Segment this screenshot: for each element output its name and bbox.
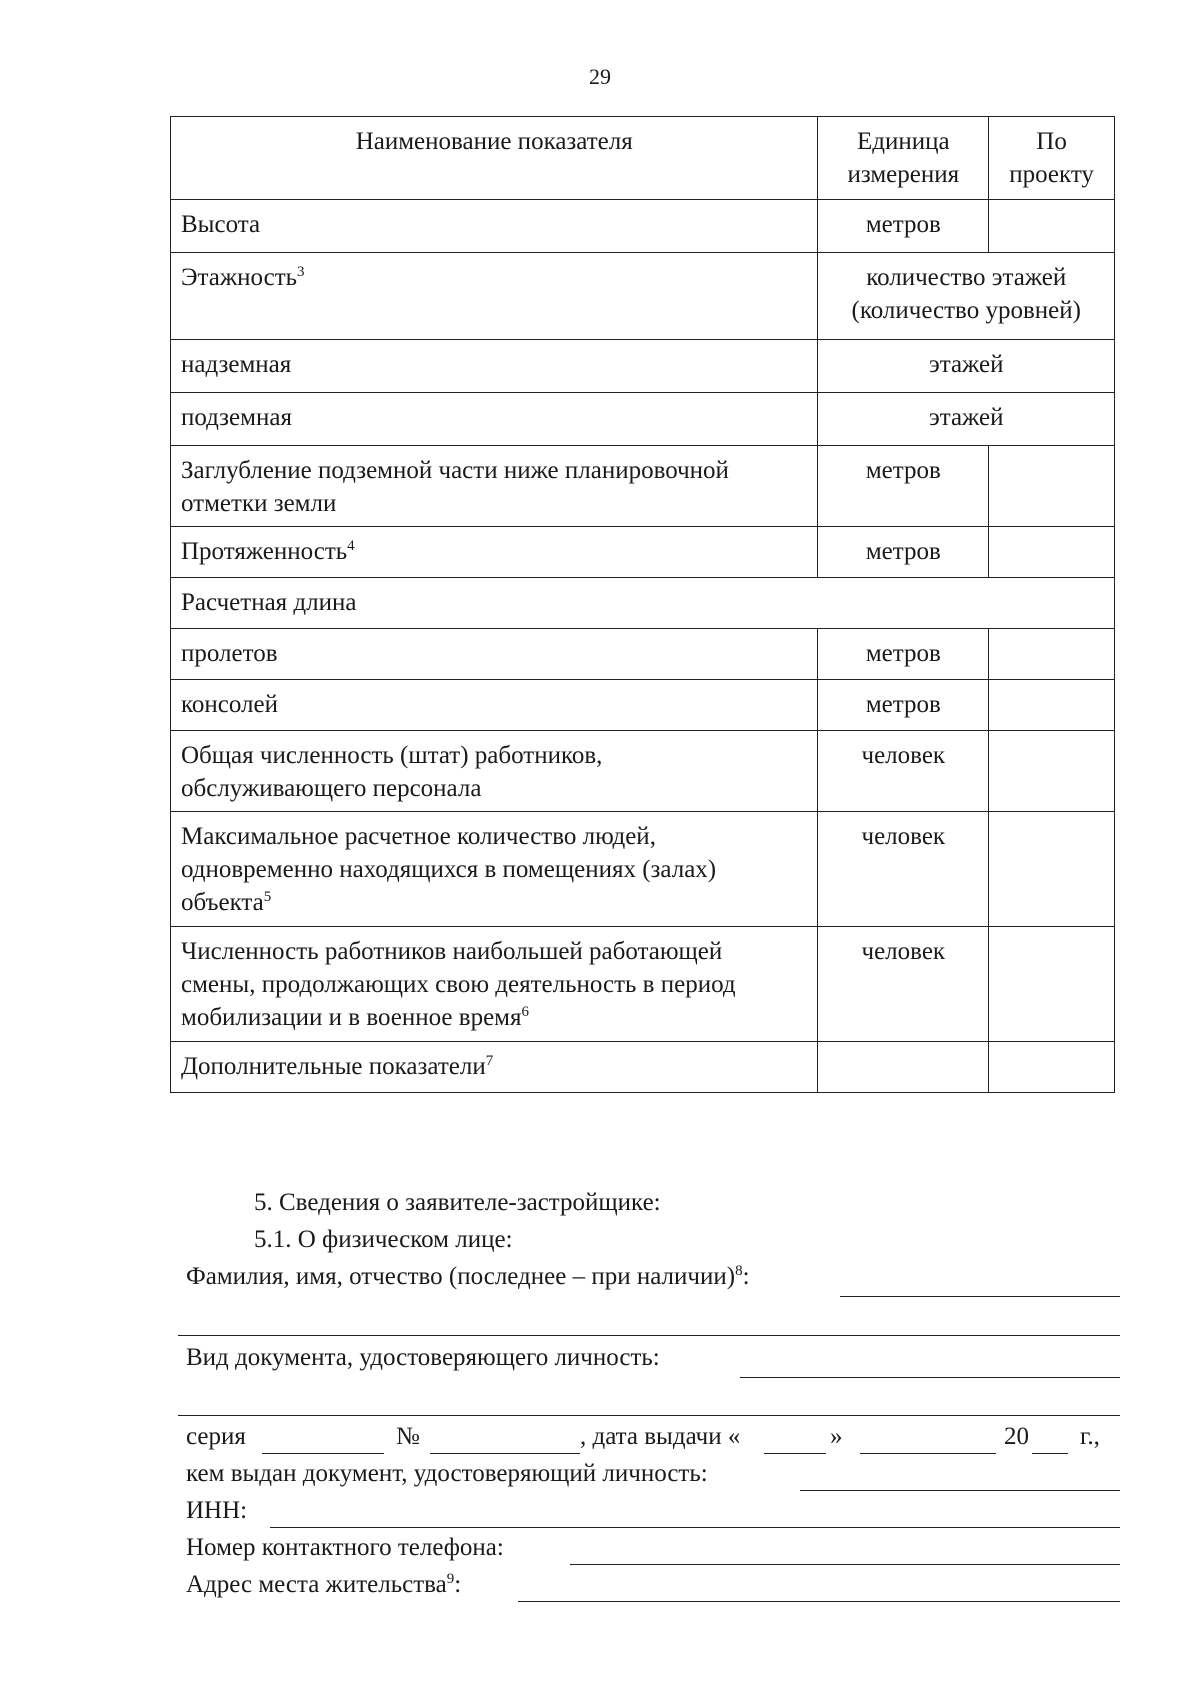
footnote-ref: 4 [347, 538, 355, 554]
page-number: 29 [589, 64, 611, 89]
issued-by-label: кем выдан документ, удостоверяющий личность: [186, 1460, 708, 1487]
id-document-label: Вид документа, удостоверяющего личность: [186, 1344, 660, 1371]
row-unit: количество этажей (количество уровней) [818, 253, 1115, 340]
series-field[interactable] [262, 1453, 384, 1454]
id-document-field[interactable] [740, 1377, 1120, 1378]
row-unit: человек [818, 812, 989, 927]
row-unit: метров [818, 680, 989, 731]
header-unit: Единица измерения [818, 117, 989, 200]
row-label: Дополнительные показатели$^7$ [171, 1042, 818, 1093]
row-label: Этажность$^3$ [171, 253, 818, 340]
footnote-ref: 8 [735, 1263, 743, 1279]
year-prefix: 20 [1004, 1423, 1029, 1450]
id-document-field-continued[interactable] [178, 1415, 1120, 1416]
row-unit: этажей [818, 340, 1115, 393]
series-label: серия [186, 1423, 246, 1450]
number-field[interactable] [430, 1453, 580, 1454]
fio-field-continued[interactable] [178, 1335, 1120, 1336]
footnote-ref: 7 [485, 1053, 494, 1069]
row-unit: этажей [818, 393, 1115, 446]
header-project: По проекту [989, 117, 1115, 200]
row-label: Расчетная длина [171, 578, 1115, 629]
issued-by-field[interactable] [800, 1490, 1120, 1491]
inn-field[interactable] [270, 1527, 1120, 1528]
row-unit: человек [818, 731, 989, 812]
row-unit: метров [818, 446, 989, 527]
row-label: Общая численность (штат) работников, обслуживающего персонала [171, 731, 818, 812]
footnote-ref: 5 [263, 889, 272, 905]
issue-year-field[interactable] [1032, 1453, 1068, 1454]
close-quote: » [830, 1423, 843, 1450]
header-name: Наименование показателя [171, 117, 818, 200]
fio-field[interactable] [840, 1296, 1120, 1297]
row-label: консолей [171, 680, 818, 731]
inn-label: ИНН: [186, 1497, 248, 1524]
number-sign: № [396, 1423, 420, 1450]
phone-label: Номер контактного телефона: [186, 1534, 504, 1561]
row-label: подземная [171, 393, 818, 446]
row-unit: человек [818, 927, 989, 1042]
row-unit: метров [818, 527, 989, 578]
row-unit: метров [818, 629, 989, 680]
row-label: надземная [171, 340, 818, 393]
issue-month-field[interactable] [860, 1453, 996, 1454]
row-label: пролетов [171, 629, 818, 680]
row-label: Высота [171, 200, 818, 253]
fio-label: Фамилия, имя, отчество (последнее – при наличии)$^8$: [186, 1263, 750, 1290]
row-label: Заглубление подземной части ниже планировочной отметки земли [171, 446, 818, 527]
section-title: 5. Сведения о заявителе-застройщике: [254, 1189, 661, 1216]
row-label: Максимальное расчетное количество людей, одновременно находящихся в помещениях (залах) объекта$^5$ [171, 812, 818, 927]
footnote-ref: 9 [446, 1571, 455, 1587]
issue-day-field[interactable] [764, 1453, 826, 1454]
address-label: Адрес места жительства$^9$: [186, 1571, 462, 1598]
footnote-ref: 6 [521, 1004, 529, 1020]
row-unit: метров [818, 200, 989, 253]
phone-field[interactable] [570, 1564, 1120, 1565]
year-suffix: г., [1080, 1423, 1100, 1450]
row-label: Протяженность$^4$ [171, 527, 818, 578]
row-label: Численность работников наибольшей работающей смены, продолжающих свою деятельность в период мобилизации и в военное время$^6$ [171, 927, 818, 1042]
footnote-ref: 3 [297, 264, 305, 280]
address-field[interactable] [518, 1601, 1120, 1602]
issue-date-label: , дата выдачи « [580, 1423, 741, 1450]
section-subtitle: 5.1. О физическом лице: [254, 1226, 513, 1253]
